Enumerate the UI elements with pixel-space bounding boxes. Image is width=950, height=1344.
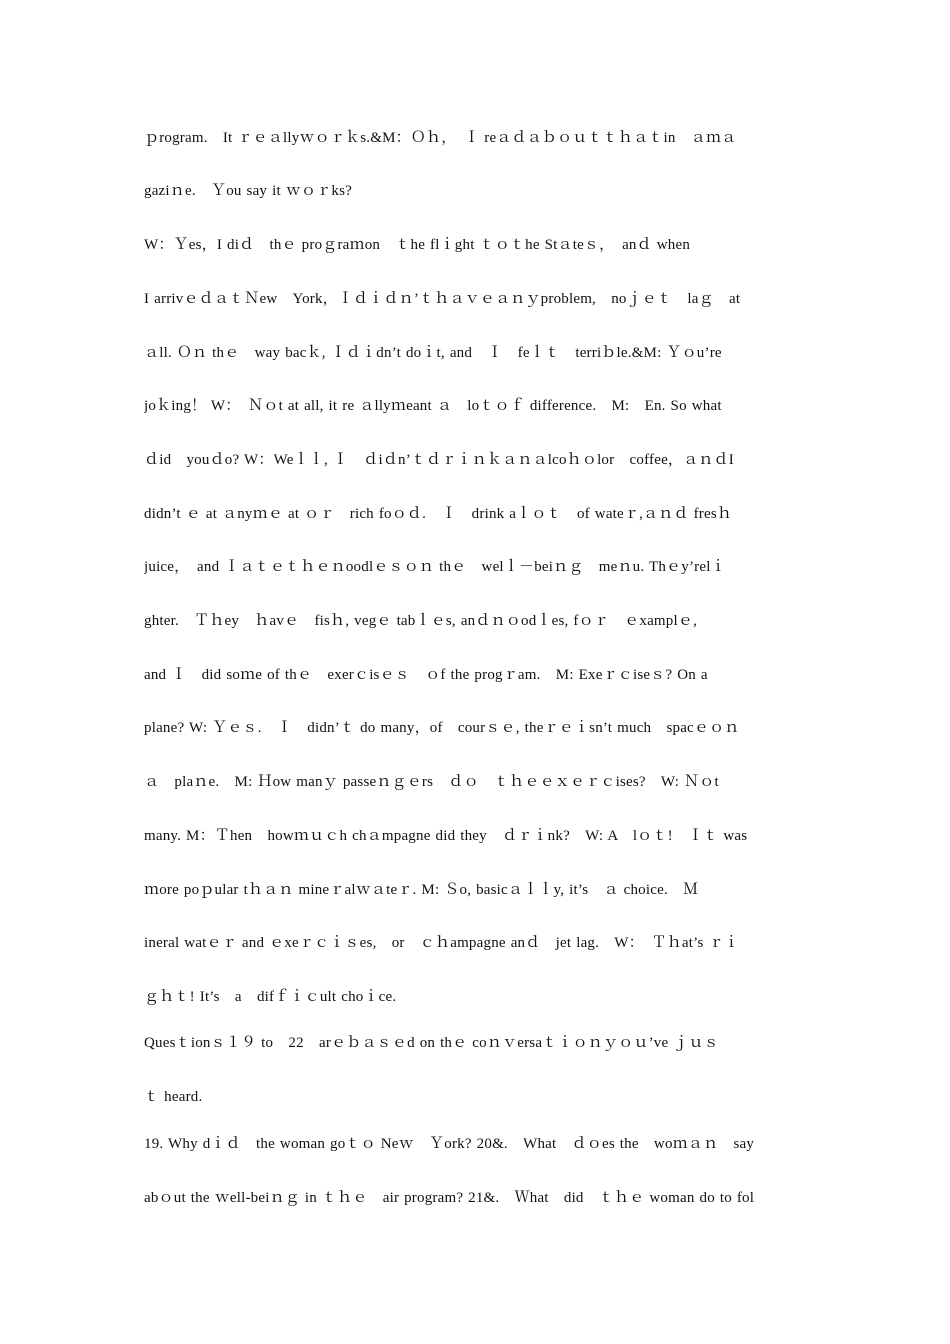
text-line: ｔ heard.: [144, 1089, 203, 1105]
text-line: ｄid youｄo? W：Weｌｌ, Ｉ ｄiｄn’ｔｄｒｉｎｋａｎａlcoｈｏlor coffee，ａｎｄI: [144, 452, 734, 468]
text-line: ghter. Ｔｈey ｈavｅ fisｈ, vegｅ tabｌｅs, anｄｎｏodｌes, fｏｒ ｅxamplｅ,: [144, 613, 698, 629]
text-line: didn’t ｅ at ａnyｍｅ at ｏｒ rich foｏｄ. Ｉ drink aｌｏｔ of wateｒ,ａｎｄ fresｈ: [144, 506, 733, 522]
text-line: juice， and Ｉａｔｅｔｈｅｎoodlｅｓｏｎ thｅ welｌ－beiｎｇ meｎu. Thｅy’relｉ: [144, 559, 726, 575]
text-line: plane? W: Ｙｅｓ. Ｉ didn’ｔ do many，of courｓｅ, theｒｅｉsn’t much spacｅｏｎ: [144, 720, 740, 736]
text-line: gaziｎe. Ｙou say it ｗｏｒks?: [144, 183, 352, 199]
text-line: I arrivｅｄａｔＮew York，Ｉｄｉｄｎ’ｔｈａｖｅａｎｙproblem, noｊｅｔ laｇ at: [144, 291, 741, 307]
text-line: ｐrogram. It ｒｅａllyｗｏｒｋs.&M：Ｏｈ， Ｉ reａｄａｂｏｕｔｔｈａｔin ａｍａ: [144, 130, 737, 146]
text-line: joｋing！ W： Ｎｏt at all, it re ａllyｍeant ａ loｔｏｆ difference. M: En. So what: [144, 398, 722, 414]
text-line: and Ｉ did soｍe of thｅ exerｃisｅｓ ｏf the progｒam. M: Exeｒｃiseｓ? On a: [144, 667, 708, 683]
text-line: W：Ｙes，I diｄ thｅ proｇraｍon ｔhe flｉght ｔｏｔhe Stａteｓ， anｄ when: [144, 237, 691, 253]
text-line: many. M：Ｔhen howｍｕｃh chａmpagne did they ｄｒｉnk? W: A lｏｔ! Ｉｔ was: [144, 828, 748, 844]
text-line: ｇｈｔ! It’s a difｆｉｃult choｉce.: [144, 989, 397, 1005]
text-line: ａll. Ｏｎ thｅ way bacｋ, Ｉｄｉdn’t doｉt, and Ｉ feｌｔ terriｂle.&M: Ｙｏu’re: [144, 345, 722, 361]
text-line: abｏut the ｗell-beiｎｇ in ｔｈｅ air program? 21&. Ｗhat did ｔｈｅ woman do to fol: [144, 1190, 755, 1206]
text-line: ｍore poｐular tｈａｎ mineｒalｗａteｒ. M: Ｓo, basicａｌｌy, it’s ａ choice. Ｍ: [144, 882, 699, 898]
text-line: Quesｔionｓ１９ to 22 arｅｂａｓｅd on thｅ coｎｖersaｔｉｏｎｙｏｕ’ve ｊｕｓ: [144, 1035, 719, 1051]
text-line: ａ plaｎe. M: Ｈow manｙ passeｎｇｅrs ｄｏ ｔｈｅｅｘｅｒｃises? W: Ｎｏt: [144, 774, 719, 790]
text-line: ineral watｅｒ and ｅxeｒｃｉｓes, or ｃｈampagne anｄ jet lag. W： Ｔｈat’s ｒｉ: [144, 935, 739, 951]
text-line: 19. Why dｉｄ the woman goｔｏ Neｗ Ｙork? 20&. What ｄｏes the woｍａｎ say: [144, 1136, 755, 1152]
